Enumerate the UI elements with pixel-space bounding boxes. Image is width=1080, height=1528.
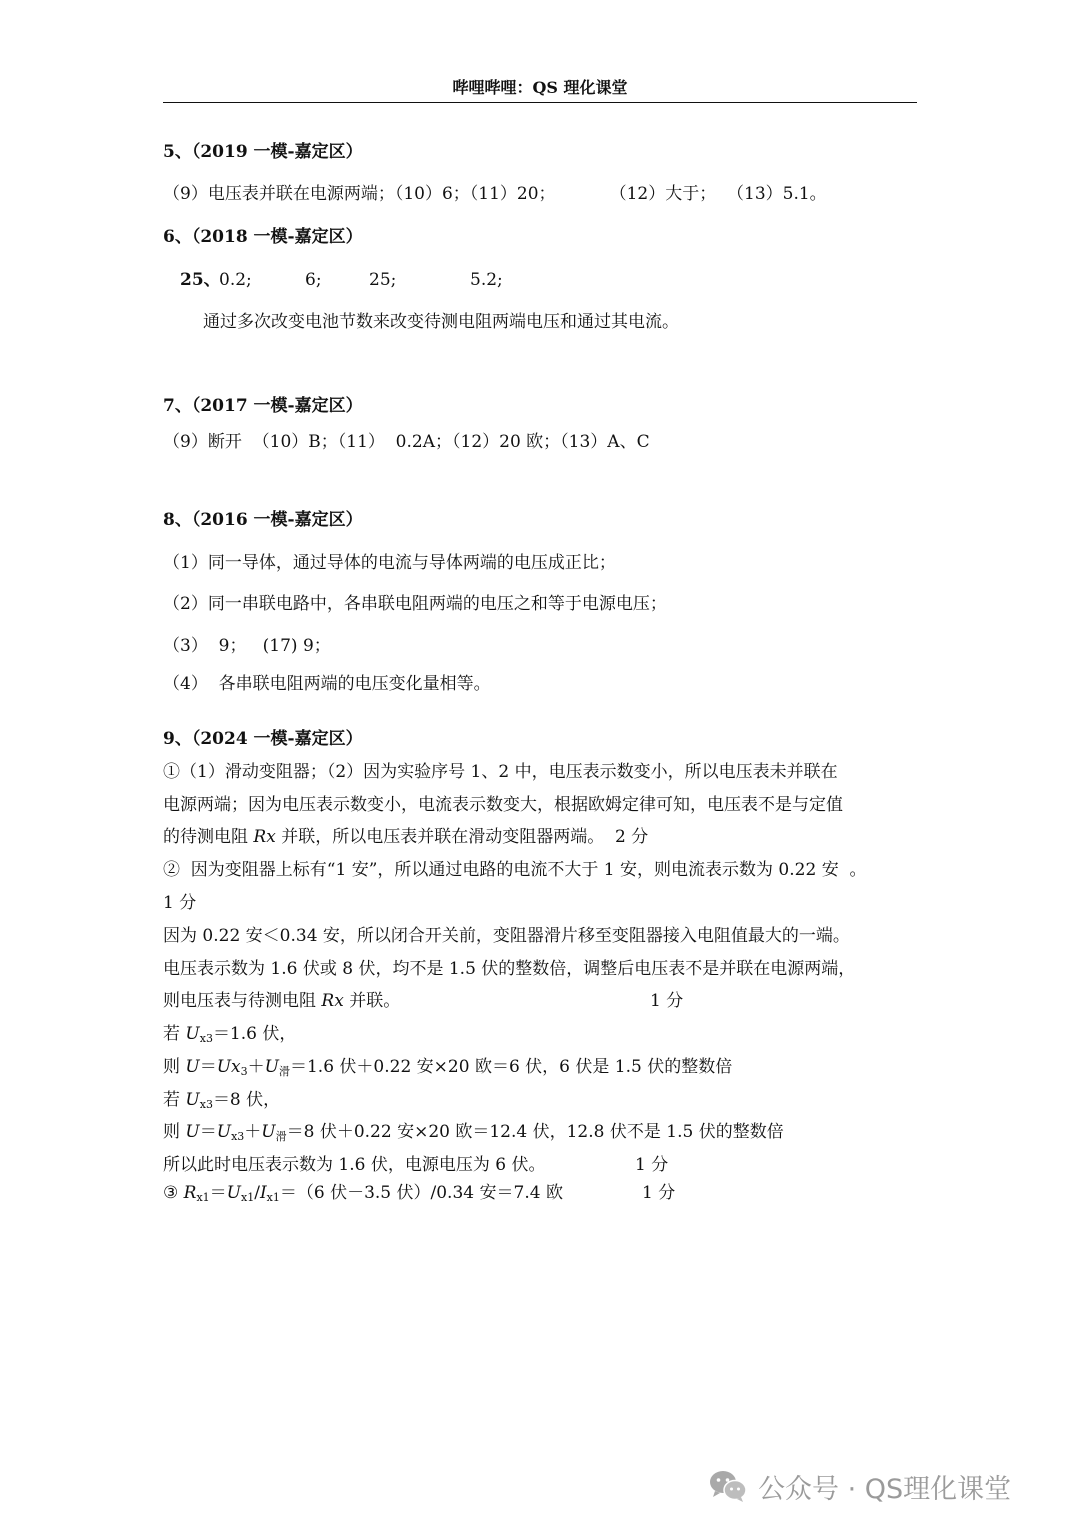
math-u: U (226, 1183, 241, 1203)
section-8-line-1: （1）同一导体，通过导体的电流与导体两端的电压成正比； (163, 553, 616, 573)
math-tail: ＝1.6 伏＋0.22 安×20 欧＝6 伏，6 伏是 1.5 伏的整数倍 (289, 1057, 733, 1077)
math-u: U (264, 1057, 279, 1077)
math-tail: ＝（6 伏－3.5 伏）/0.34 安＝7.4 欧 (279, 1183, 563, 1203)
section-9-line-4: ② 因为变阻器上标有“1 安”，所以通过电路的电流不大于 1 安，则电流表示数为 0.22 安 。 (163, 860, 867, 880)
section-6-answer-1: 0.2; (219, 270, 252, 290)
section-9-line-3 (163, 829, 648, 846)
wechat-icon (708, 1468, 748, 1504)
math-u: U (185, 1122, 200, 1142)
section-9-line-7: 电压表示数为 1.6 伏或 8 伏，均不是 1.5 伏的整数倍，调整后电压表不是并联在电源两端， (163, 959, 856, 979)
math-tail: ＝8 伏， (212, 1090, 281, 1110)
math-tail: ＝8 伏＋0.22 安×20 欧＝12.4 伏，12.8 伏不是 1.5 伏的整数倍 (286, 1122, 784, 1142)
section-6-explanation: 通过多次改变电池节数来改变待测电阻两端电压和通过其电流。 (203, 312, 679, 332)
section-9-line-1: ①（1）滑动变阻器；（2）因为实验序号 1、2 中，电压表示数变小，所以电压表未并联在 (163, 762, 838, 782)
math-ruo: 若 (163, 1024, 186, 1044)
section-9-math-line-6 (163, 1185, 563, 1202)
section-9-math-line-4 (163, 1124, 784, 1142)
math-eq: ＝ (199, 1122, 217, 1142)
section-7-answer: （9）断开 （10）B；（11） 0.2A；（12）20 欧；（13）A、C (163, 432, 650, 452)
math-u: U (185, 1090, 200, 1110)
section-9-line-3-text-a: 的待测电阻 (163, 827, 254, 847)
math-i: I (259, 1183, 267, 1203)
math-eq: ＝ (199, 1057, 217, 1077)
section-8-line-3: （3） 9； (17) 9； (163, 636, 331, 656)
math-x3: x3 (199, 1098, 213, 1111)
section-8-line-4: （4） 各串联电阻两端的电压变化量相等。 (163, 674, 491, 694)
section-9-line-2: 电源两端；因为电压表示数变小，电流表示数变大，根据欧姆定律可知，电压表不是与定值 (163, 795, 843, 815)
section-9-math-line-2 (163, 1059, 732, 1077)
section-8-heading: 8、（2016 一模-嘉定区） (163, 510, 363, 530)
math-plus: ＋ (247, 1057, 265, 1077)
section-9-line-3-text-b: 并联，所以电压表并联在滑动变阻器两端。 2 分 (275, 827, 649, 847)
section-9-line-8 (163, 993, 400, 1010)
math-hua: 滑 (278, 1065, 290, 1078)
math-tail: ＝1.6 伏， (212, 1024, 297, 1044)
section-9-score: 1 分 (635, 1155, 669, 1175)
section-6-answer-4: 5.2; (470, 270, 503, 290)
math-x1: x1 (266, 1191, 280, 1204)
section-7-heading: 7、（2017 一模-嘉定区） (163, 396, 363, 416)
math-plus: ＋ (244, 1122, 262, 1142)
math-ux: Ux (216, 1057, 241, 1077)
math-x1: x1 (241, 1191, 255, 1204)
section-9-line-8-text-a: 则电压表与待测电阻 (163, 991, 322, 1011)
section-9-score: 1 分 (642, 1183, 676, 1203)
section-9-heading: 9、（2024 一模-嘉定区） (163, 729, 363, 749)
rx-symbol: Rx (321, 991, 344, 1011)
math-u: U (216, 1122, 232, 1142)
section-9-math-line-5: 所以此时电压表示数为 1.6 伏，电源电压为 6 伏。 (163, 1155, 546, 1175)
math-u: U (261, 1122, 276, 1142)
watermark (708, 1466, 1011, 1506)
section-9-math-line-1 (163, 1026, 296, 1043)
watermark-text: 公众号 · QS理化课堂 (758, 1473, 1012, 1505)
math-x1: x1 (196, 1191, 210, 1204)
math-u: U (185, 1024, 200, 1044)
math-r: R (183, 1183, 197, 1203)
math-ruo: 若 (163, 1090, 186, 1110)
section-6-answer-2: 6; (305, 270, 322, 290)
section-9-line-6: 因为 0.22 安＜0.34 安，所以闭合开关前，变阻器滑片移至变阻器接入电阻值最大的一端。 (163, 926, 850, 946)
math-3: 3 (240, 1065, 248, 1078)
rx-symbol: Rx (253, 827, 276, 847)
page-header-title: 哔哩哔哩：QS 理化课堂 (452, 78, 628, 97)
section-8-line-2: （2）同一串联电路中，各串联电阻两端的电压之和等于电源电压； (163, 594, 667, 614)
math-slash: / (254, 1183, 260, 1203)
section-9-line-5: 1 分 (163, 893, 197, 913)
math-eq: ＝ (209, 1183, 227, 1203)
section-6-question-number: 25、 (180, 270, 221, 290)
math-ze: 则 (163, 1057, 186, 1077)
section-5-answer: （9）电压表并联在电源两端；（10）6；（11）20； （12）大于； （13）5.1。 (163, 184, 827, 204)
section-9-line-8-text-b: 并联。 (343, 991, 401, 1011)
math-x3: x3 (199, 1032, 213, 1045)
section-5-heading: 5、（2019 一模-嘉定区） (163, 142, 363, 162)
header-divider (163, 102, 917, 103)
section-6-heading: 6、（2018 一模-嘉定区） (163, 227, 363, 247)
math-x3: x3 (231, 1130, 245, 1143)
math-hua: 滑 (275, 1130, 287, 1143)
math-ze: 则 (163, 1122, 186, 1142)
math-circled-3: ③ (163, 1183, 184, 1203)
section-9-math-line-3 (163, 1092, 280, 1109)
math-u: U (185, 1057, 200, 1077)
section-6-answer-3: 25; (369, 270, 397, 290)
section-9-score: 1 分 (650, 991, 684, 1011)
